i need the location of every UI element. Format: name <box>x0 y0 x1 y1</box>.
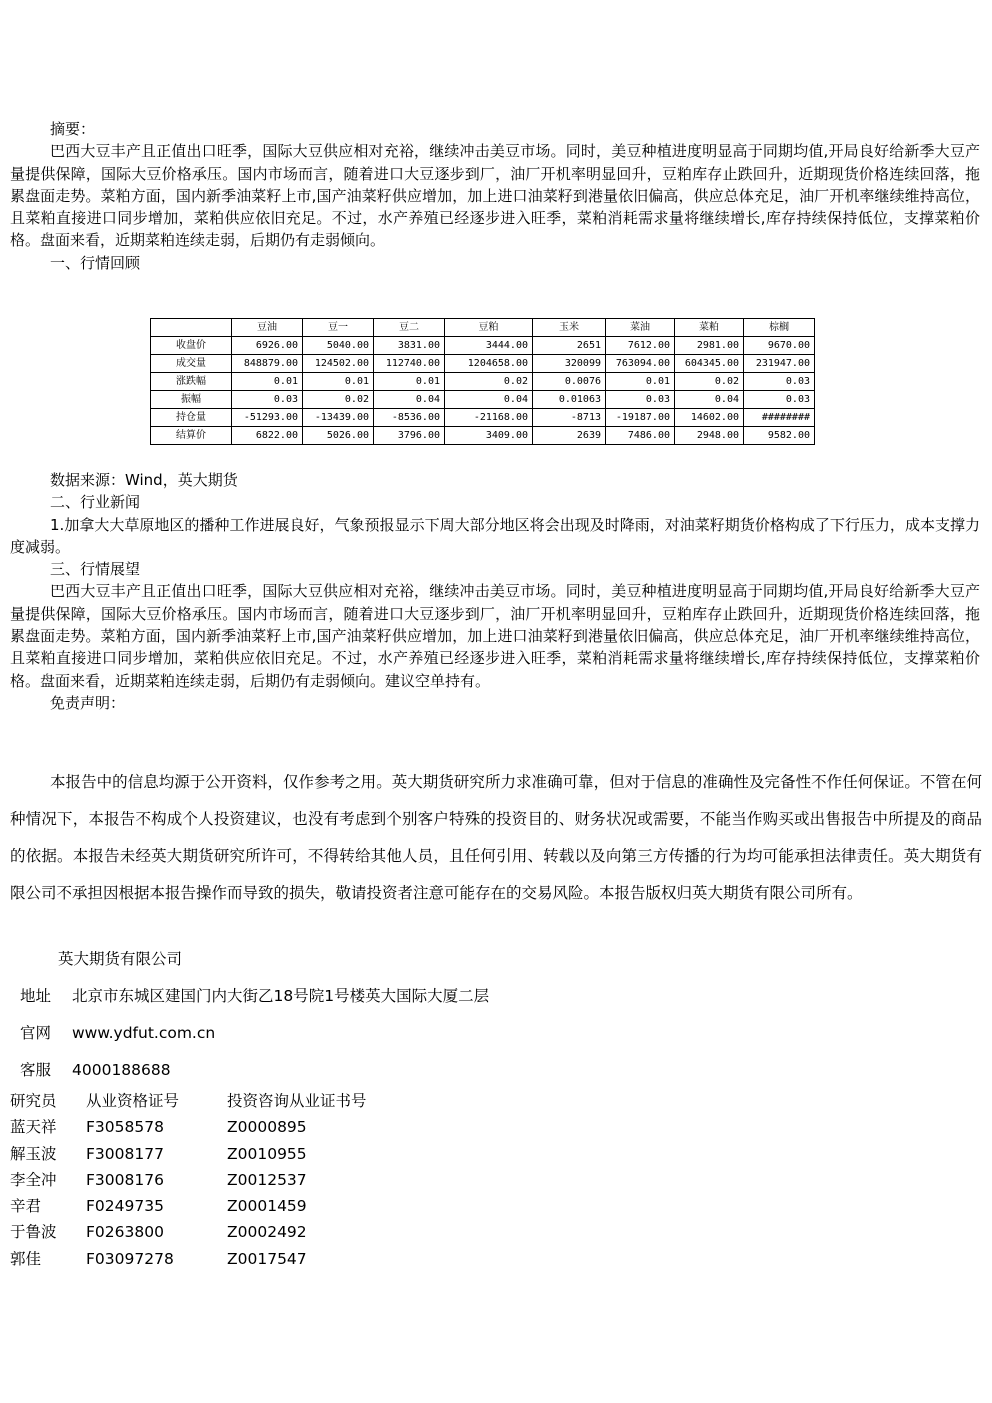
service-value: 4000188688 <box>72 1061 171 1079</box>
table-cell: 3796.00 <box>374 427 445 445</box>
table-cell: 2948.00 <box>675 427 744 445</box>
market-table-wrapper <box>150 318 815 445</box>
abstract-section <box>10 118 980 274</box>
qualification-number: F0263800 <box>86 1223 164 1242</box>
market-table-row <box>151 373 815 391</box>
row-label: 结算价 <box>151 427 232 445</box>
qualification-number: F3058578 <box>86 1118 164 1137</box>
table-cell: 7612.00 <box>606 337 675 355</box>
table-cell: 3409.00 <box>445 427 533 445</box>
market-table-body <box>151 337 815 445</box>
qualification-number: F3008176 <box>86 1170 164 1189</box>
column-header: 棕榈 <box>744 319 815 337</box>
table-cell: 0.02 <box>675 373 744 391</box>
researcher-name: 辛君 <box>10 1197 42 1216</box>
table-cell: -13439.00 <box>303 409 374 427</box>
researcher-name: 李全冲 <box>10 1170 57 1189</box>
table-cell: -51293.00 <box>232 409 303 427</box>
table-cell: 2651 <box>533 337 606 355</box>
table-cell: 0.02 <box>303 391 374 409</box>
table-cell: 0.01 <box>232 373 303 391</box>
table-cell: 9582.00 <box>744 427 815 445</box>
market-table-row <box>151 391 815 409</box>
source-note: 数据来源：Wind，英大期货 <box>50 471 238 489</box>
row-label: 收盘价 <box>151 337 232 355</box>
certificate-number: Z0017547 <box>227 1249 307 1268</box>
column-header: 豆二 <box>374 319 445 337</box>
table-cell: 0.01 <box>303 373 374 391</box>
market-table-row <box>151 355 815 373</box>
roster-row <box>10 1193 367 1219</box>
address-label: 地址 <box>20 987 52 1005</box>
table-cell: 231947.00 <box>744 355 815 373</box>
qualification-number: F3008177 <box>86 1144 164 1163</box>
row-label: 涨跌幅 <box>151 373 232 391</box>
table-cell: 0.04 <box>374 391 445 409</box>
table-cell: 112740.00 <box>374 355 445 373</box>
roster-header: 从业资格证号 <box>86 1092 180 1110</box>
disclaimer-body: 本报告中的信息均源于公开资料，仅作参考之用。英大期货研究所力求准确可靠，但对于信息的准确性及完备性不作任何保证。不管在何种情况下，本报告不构成个人投资建议，也没有考虑到个别客户特殊的投资目的、财务状况或需要，不能当作购买或出售报告中所提及的商品的依据。本报告未经英大期货研究所许可，不得转给其他人员，且任何引用、转载以及向第三方传播的行为均可能承担法律责任。英大期货有限公司不承担因根据本报告操作而导致的损失，敬请投资者注意可能存在的交易风险。本报告版权归英大期货有限公司所有。 <box>10 773 982 902</box>
certificate-number: Z0001459 <box>227 1197 307 1216</box>
table-cell: 6926.00 <box>232 337 303 355</box>
outlook-body: 巴西大豆丰产且正值出口旺季，国际大豆供应相对充裕，继续冲击美豆市场。同时，美豆种植进度明显高于同期均值,开局良好给新季大豆产量提供保障，国际大豆价格承压。国内市场而言，随着进口大豆逐步到厂，油厂开机率明显回升，豆粕库存止跌回升，近期现货价格连续回落，拖累盘面走势。菜粕方面，国内新季油菜籽上市,国产油菜籽供应增加，加上进口油菜籽到港量依旧偏高，供应总体充足，油厂开机率继续维持高位，且菜粕直接进口同步增加，菜粕供应依旧充足。不过，水产养殖已经逐步进入旺季，菜粕消耗需求量将继续增长,库存持续保持低位，支撑菜粕价格。盘面来看，近期菜粕连续走弱，后期仍有走弱倾向。建议空单持有。 <box>10 582 980 690</box>
table-cell: 9670.00 <box>744 337 815 355</box>
table-cell: 0.03 <box>606 391 675 409</box>
researcher-name: 蓝天祥 <box>10 1118 57 1137</box>
market-table-row <box>151 409 815 427</box>
market-table <box>150 318 815 445</box>
column-header: 豆油 <box>232 319 303 337</box>
table-cell: -21168.00 <box>445 409 533 427</box>
table-cell: 0.0076 <box>533 373 606 391</box>
table-cell: 763094.00 <box>606 355 675 373</box>
table-cell: 5026.00 <box>303 427 374 445</box>
table-cell: 3831.00 <box>374 337 445 355</box>
table-cell: 0.03 <box>744 391 815 409</box>
table-cell: 6822.00 <box>232 427 303 445</box>
column-header: 豆粕 <box>445 319 533 337</box>
column-header: 玉米 <box>533 319 606 337</box>
table-cell: 604345.00 <box>675 355 744 373</box>
table-cell: 14602.00 <box>675 409 744 427</box>
roster-row <box>10 1219 367 1245</box>
qualification-number: F03097278 <box>86 1249 174 1268</box>
roster-row <box>10 1141 367 1167</box>
table-cell: 124502.00 <box>303 355 374 373</box>
service-label: 客服 <box>20 1061 52 1079</box>
table-cell: -8713 <box>533 409 606 427</box>
website-label: 官网 <box>20 1024 52 1042</box>
address-line <box>20 984 489 1006</box>
market-table-row <box>151 427 815 445</box>
news-outlook-section <box>10 469 980 714</box>
company-name: 英大期货有限公司 <box>58 950 183 968</box>
table-cell: 0.03 <box>232 391 303 409</box>
researcher-name: 郭佳 <box>10 1249 42 1268</box>
table-cell: ######## <box>744 409 815 427</box>
certificate-number: Z0010955 <box>227 1144 307 1163</box>
roster-row <box>10 1167 367 1193</box>
table-cell: 320099 <box>533 355 606 373</box>
website-value[interactable]: www.ydfut.com.cn <box>72 1024 216 1042</box>
table-cell: 7486.00 <box>606 427 675 445</box>
table-cell: -19187.00 <box>606 409 675 427</box>
table-cell: 2981.00 <box>675 337 744 355</box>
roster-header-row <box>10 1088 367 1114</box>
market-table-corner <box>151 319 232 337</box>
market-table-row <box>151 337 815 355</box>
column-header: 豆一 <box>303 319 374 337</box>
roster-row <box>10 1246 367 1272</box>
table-cell: 848879.00 <box>232 355 303 373</box>
roster-header: 投资咨询从业证书号 <box>227 1092 367 1110</box>
table-cell: 1204658.00 <box>445 355 533 373</box>
table-cell: 0.03 <box>744 373 815 391</box>
table-cell: 0.02 <box>445 373 533 391</box>
researcher-name: 解玉波 <box>10 1144 57 1163</box>
abstract-heading: 摘要： <box>50 120 96 138</box>
row-label: 成交量 <box>151 355 232 373</box>
table-cell: 0.04 <box>675 391 744 409</box>
market-table-header-row <box>151 319 815 337</box>
table-cell: 0.01063 <box>533 391 606 409</box>
disclaimer-heading: 免责声明： <box>50 693 126 712</box>
column-header: 菜粕 <box>675 319 744 337</box>
table-cell: 0.01 <box>374 373 445 391</box>
roster-header: 研究员 <box>10 1092 57 1110</box>
roster-row <box>10 1114 367 1140</box>
table-cell: 3444.00 <box>445 337 533 355</box>
table-cell: 5040.00 <box>303 337 374 355</box>
column-header: 菜油 <box>606 319 675 337</box>
researcher-table <box>10 1088 367 1272</box>
qualification-number: F0249735 <box>86 1197 164 1216</box>
address-value: 北京市东城区建国门内大街乙18号院1号楼英大国际大厦二层 <box>72 987 490 1005</box>
section3-heading: 三、行情展望 <box>50 560 141 579</box>
certificate-number: Z0000895 <box>227 1118 307 1137</box>
row-label: 持仓量 <box>151 409 232 427</box>
table-cell: -8536.00 <box>374 409 445 427</box>
certificate-number: Z0002492 <box>227 1223 307 1242</box>
abstract-body: 巴西大豆丰产且正值出口旺季，国际大豆供应相对充裕，继续冲击美豆市场。同时，美豆种植进度明显高于同期均值,开局良好给新季大豆产量提供保障，国际大豆价格承压。国内市场而言，随着进口大豆逐步到厂，油厂开机率明显回升，豆粕库存止跌回升，近期现货价格连续回落，拖累盘面走势。菜粕方面，国内新季油菜籽上市,国产油菜籽供应增加，加上进口油菜籽到港量依旧偏高，供应总体充足，油厂开机率继续维持高位，且菜粕直接进口同步增加，菜粕供应依旧充足。不过，水产养殖已经逐步进入旺季，菜粕消耗需求量将继续增长,库存持续保持低位，支撑菜粕价格。盘面来看，近期菜粕连续走弱，后期仍有走弱倾向。 <box>10 142 980 250</box>
table-cell: 0.04 <box>445 391 533 409</box>
roster-body <box>10 1114 367 1272</box>
section2-heading: 二、行业新闻 <box>50 493 141 512</box>
service-line <box>20 1058 171 1080</box>
section1-heading: 一、行情回顾 <box>50 253 141 272</box>
row-label: 振幅 <box>151 391 232 409</box>
table-cell: 0.01 <box>606 373 675 391</box>
news-item: 1.加拿大大草原地区的播种工作进展良好，气象预报显示下周大部分地区将会出现及时降雨，对油菜籽期货价格构成了下行压力，成本支撑力度减弱。 <box>10 515 980 556</box>
certificate-number: Z0012537 <box>227 1170 307 1189</box>
researcher-name: 于鲁波 <box>10 1223 57 1242</box>
table-cell: 2639 <box>533 427 606 445</box>
website-line <box>20 1021 215 1043</box>
